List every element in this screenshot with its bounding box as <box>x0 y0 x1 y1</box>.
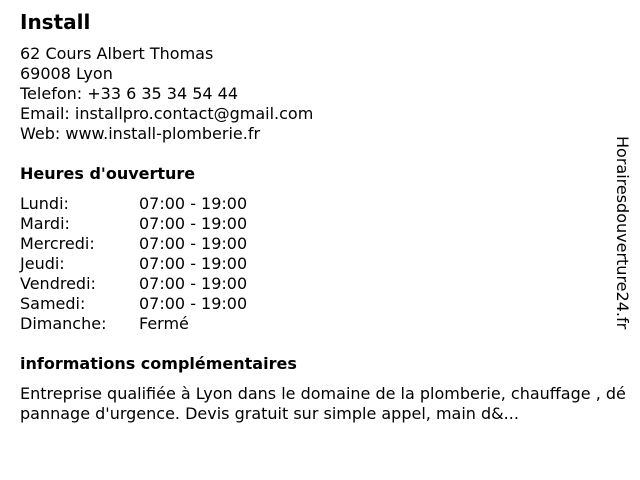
web-line: Web: www.install-plomberie.fr <box>20 124 261 143</box>
time-value: 07:00 - 19:00 <box>139 274 248 293</box>
day-label: Vendredi: <box>20 274 96 293</box>
hours-row-thursday <box>20 254 247 274</box>
phone-line: Telefon: +33 6 35 34 54 44 <box>20 84 239 103</box>
day-label: Jeudi: <box>20 254 65 273</box>
hours-row-sunday <box>20 314 247 334</box>
time-value: 07:00 - 19:00 <box>139 254 248 273</box>
hours-row-saturday <box>20 294 247 314</box>
hours-row-tuesday <box>20 214 247 234</box>
day-label: Mardi: <box>20 214 70 233</box>
time-value: 07:00 - 19:00 <box>139 214 248 233</box>
time-value: 07:00 - 19:00 <box>139 294 248 313</box>
address-city: 69008 Lyon <box>20 64 113 83</box>
address-street: 62 Cours Albert Thomas <box>20 44 214 63</box>
day-label: Lundi: <box>20 194 69 213</box>
day-label: Dimanche: <box>20 314 107 333</box>
time-value: 07:00 - 19:00 <box>139 234 248 253</box>
business-name: Install <box>20 10 91 34</box>
time-value: 07:00 - 19:00 <box>139 194 248 213</box>
hours-row-wednesday <box>20 234 247 254</box>
hours-row-monday <box>20 194 247 214</box>
time-value: Fermé <box>139 314 189 333</box>
info-heading: informations complémentaires <box>20 354 297 373</box>
hours-row-friday <box>20 274 247 294</box>
contact-block <box>20 44 313 144</box>
hours-table <box>20 194 247 334</box>
day-label: Samedi: <box>20 294 86 313</box>
email-line: Email: installpro.contact@gmail.com <box>20 104 314 123</box>
site-watermark: Horairesdouverture24.fr <box>613 136 632 330</box>
hours-heading: Heures d'ouverture <box>20 164 196 183</box>
day-label: Mercredi: <box>20 234 95 253</box>
business-description: Entreprise qualifiée à Lyon dans le domaine de la plomberie, chauffage , dépannage d'urgence. Devis gratuit sur simple appel, main d&... <box>20 384 626 423</box>
